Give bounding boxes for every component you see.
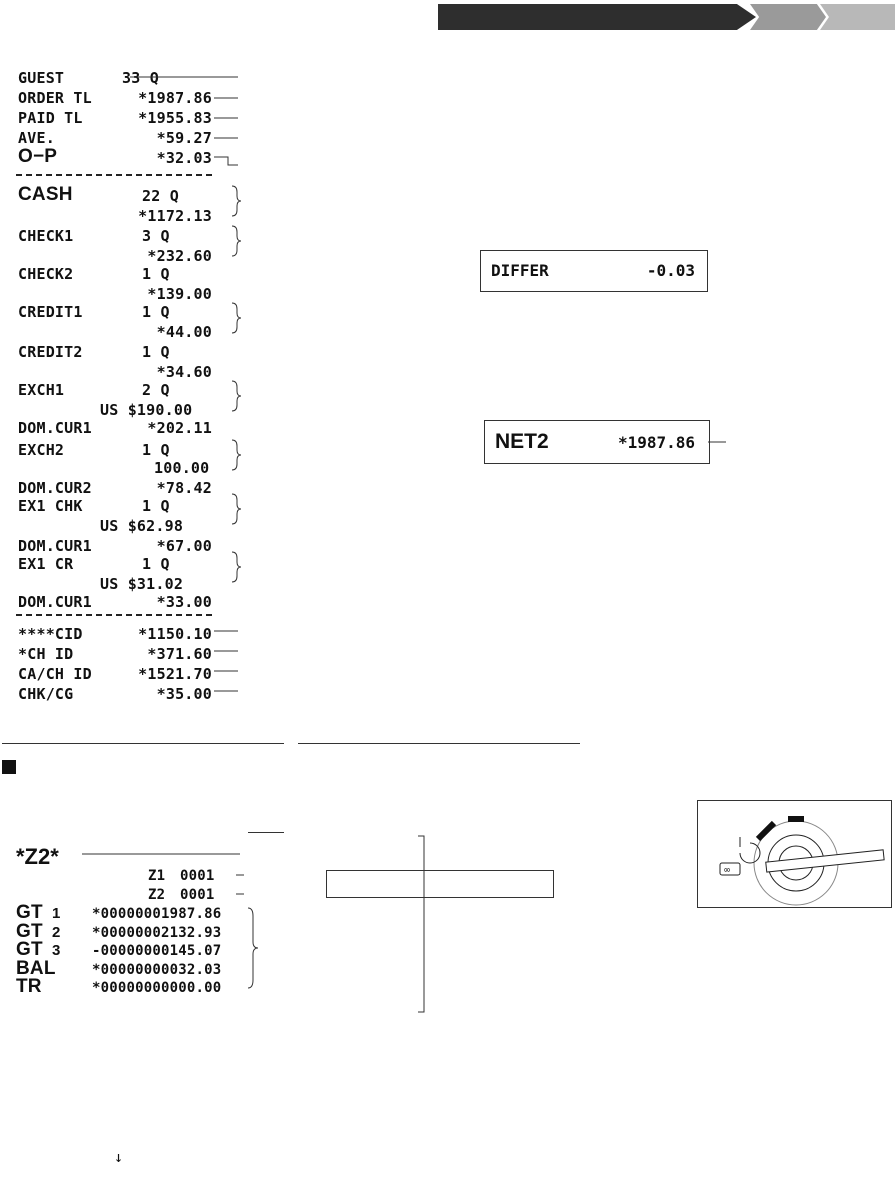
tab-last-section <box>820 4 895 30</box>
line-label: DOM.CUR2 <box>18 479 92 497</box>
z2-title: *Z2* <box>16 844 59 869</box>
section-bullet-square <box>2 760 16 774</box>
total-label: GT <box>16 902 43 923</box>
line-amount: *1150.10 <box>138 625 212 643</box>
svg-text:∞: ∞ <box>724 865 731 876</box>
total-label: TR <box>16 976 42 997</box>
line-amount: *202.11 <box>147 419 212 437</box>
line-label: *CH ID <box>18 645 74 663</box>
line-label: CREDIT2 <box>18 343 83 361</box>
line-amount: *371.60 <box>147 645 212 663</box>
differ-display-box <box>480 250 708 292</box>
line-amount: *35.00 <box>156 685 212 703</box>
total-amount: *00000000000.00 <box>92 980 222 996</box>
total-label: GT <box>16 920 43 942</box>
line-count: 3 Q <box>142 227 170 245</box>
net2-value: *1987.86 <box>617 433 695 452</box>
total-amount: -00000000145.07 <box>92 943 222 959</box>
total-subscript: 1 <box>52 905 61 922</box>
total-amount: *00000001987.86 <box>92 906 222 922</box>
total-amount: *00000002132.93 <box>92 924 222 941</box>
line-amount: *78.42 <box>156 479 212 497</box>
line-label: DOM.CUR1 <box>18 537 92 555</box>
tab-next-section <box>750 4 826 30</box>
line-label: CREDIT1 <box>18 303 83 321</box>
total-amount: *00000000032.03 <box>92 961 222 978</box>
net2-display-box <box>484 420 710 464</box>
line-label: PAID TL <box>18 109 83 127</box>
line-amount: *1955.83 <box>138 109 212 127</box>
line-count: 1 Q <box>142 555 170 573</box>
z1-value: 0001 <box>180 868 215 884</box>
line-count: 100.00 <box>154 459 210 477</box>
line-label: CHECK2 <box>18 265 74 283</box>
z1-label: Z1 <box>148 868 166 884</box>
line-label: CHK/CG <box>18 685 74 703</box>
receipt2-leader-lines <box>0 830 440 1160</box>
line-amount: *232.60 <box>147 247 212 265</box>
line-count: 2 Q <box>142 381 170 399</box>
line-count: 1 Q <box>142 343 170 361</box>
line-count: US $190.00 <box>100 401 193 419</box>
mode-switch-icon <box>698 801 893 909</box>
line-label: AVE. <box>18 129 55 147</box>
down-arrow-icon: ↓ <box>114 1148 124 1166</box>
line-count: 1 Q <box>142 497 170 515</box>
line-label: GUEST <box>18 69 65 87</box>
line-label: EX1 CHK <box>18 497 83 515</box>
line-label: CA/CH ID <box>18 665 92 683</box>
rule-middle <box>298 743 580 744</box>
line-label: EX1 CR <box>18 555 74 573</box>
line-amount: *67.00 <box>156 537 212 555</box>
line-label: CASH <box>18 184 73 205</box>
rule-left <box>2 743 284 744</box>
line-count: 22 Q <box>142 187 179 205</box>
line-label: EXCH1 <box>18 381 65 399</box>
net2-label: NET2 <box>495 430 549 453</box>
line-count: US $31.02 <box>100 575 184 593</box>
z2-value: 0001 <box>180 887 215 903</box>
differ-value: -0.03 <box>646 261 695 280</box>
line-amount: *59.27 <box>156 129 212 147</box>
line-count: US $62.98 <box>100 517 184 535</box>
line-amount: *32.03 <box>156 149 212 167</box>
line-amount: *33.00 <box>156 593 212 611</box>
total-subscript: 3 <box>52 942 61 959</box>
line-label: ****CID <box>18 625 83 643</box>
total-subscript: 2 <box>52 923 61 941</box>
z2-label: Z2 <box>148 887 166 903</box>
line-amount: *34.60 <box>156 363 212 381</box>
line-label: ORDER TL <box>18 89 92 107</box>
line-amount: *1172.13 <box>138 207 212 225</box>
line-label: CHECK1 <box>18 227 74 245</box>
line-count: 1 Q <box>142 265 170 283</box>
line-count: 1 Q <box>142 303 170 321</box>
line-label: DOM.CUR1 <box>18 593 92 611</box>
line-count: 1 Q <box>142 441 170 459</box>
line-amount: *44.00 <box>156 323 212 341</box>
net2-leader-line <box>708 438 728 448</box>
tab-current-section <box>438 4 756 30</box>
mode-key-switch-box <box>697 800 892 908</box>
section-tab-bar <box>438 4 895 30</box>
line-amount: *1521.70 <box>138 665 212 683</box>
line-label: EXCH2 <box>18 441 65 459</box>
line-amount: *1987.86 <box>138 89 212 107</box>
line-count: 33 Q <box>122 69 159 87</box>
line-label: O−P <box>18 146 58 167</box>
differ-label: DIFFER <box>491 261 549 280</box>
total-label: BAL <box>16 957 56 979</box>
line-amount: *139.00 <box>147 285 212 303</box>
receipt1-leader-lines <box>0 0 260 715</box>
total-label: GT <box>16 939 43 960</box>
line-label: DOM.CUR1 <box>18 419 92 437</box>
